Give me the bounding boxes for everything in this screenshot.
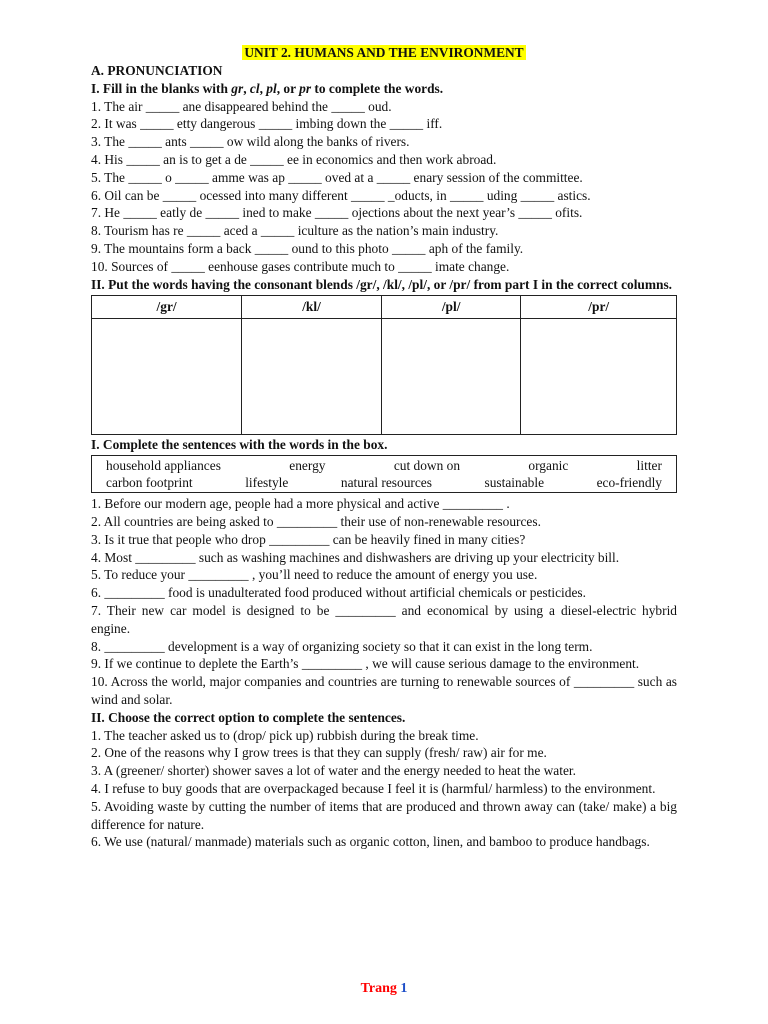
- choose-item: 5. Avoiding waste by cutting the number of items that are produced and thrown away can (take/ make) a big difference for nature.: [91, 798, 677, 832]
- part1-item: 6. Oil can be _____ ocessed into many different _____ _oducts, in _____ uding _____ astics.: [91, 187, 591, 203]
- answer-cell-kl[interactable]: [242, 319, 382, 435]
- column-header-gr: /gr/: [92, 296, 242, 319]
- choose-item: 3. A (greener/ shorter) shower saves a lot of water and the energy needed to heat the water.: [91, 763, 576, 779]
- part1-item: 1. The air _____ ane disappeared behind the _____ oud.: [91, 98, 392, 114]
- part1-item: 2. It was _____ etty dangerous _____ imbing down the _____ iff.: [91, 116, 443, 132]
- word-item: litter: [636, 458, 662, 474]
- word-item: energy: [289, 458, 326, 474]
- word-box-row: [106, 457, 662, 474]
- choose-item: 1. The teacher asked us to (drop/ pick up) rubbish during the break time.: [91, 727, 479, 743]
- vocab-item: 1. Before our modern age, people had a more physical and active _________ .: [91, 496, 510, 512]
- word-item: cut down on: [393, 458, 461, 474]
- answer-cell-pr[interactable]: [521, 319, 677, 435]
- section-heading-pronunciation: A. PRONUNCIATION: [91, 63, 223, 78]
- vocab-item: 3. Is it true that people who drop _________ can be heavily fined in many cities?: [91, 531, 526, 547]
- footer-label: Trang: [360, 981, 397, 996]
- part1-item: 3. The _____ ants _____ ow wild along the banks of rivers.: [91, 134, 410, 150]
- word-item: carbon footprint: [106, 475, 193, 491]
- unit-title: UNIT 2. HUMANS AND THE ENVIRONMENT: [244, 45, 524, 60]
- choose-item: 2. One of the reasons why I grow trees is that they can supply (fresh/ raw) air for me.: [91, 745, 547, 761]
- page-number: 1: [400, 981, 408, 996]
- part2-heading: II. Put the words having the consonant blends /gr/, /kl/, /pl/, or /pr/ from part I in the correct columns.: [91, 276, 673, 292]
- column-header-kl: /kl/: [242, 296, 382, 319]
- word-item: organic: [528, 458, 569, 474]
- answer-cell-gr[interactable]: [92, 319, 242, 435]
- part1-item: 9. The mountains form a back _____ ound to this photo _____ aph of the family.: [91, 240, 524, 256]
- choose-heading: II. Choose the correct option to complete the sentences.: [91, 709, 406, 725]
- part1-item: 8. Tourism has re _____ aced a _____ iculture as the nation’s main industry.: [91, 223, 499, 239]
- word-item: lifestyle: [245, 475, 289, 491]
- word-box-row: [106, 474, 662, 491]
- vocab-item: 9. If we continue to deplete the Earth’s _________ , we will cause serious damage to the environment.: [91, 656, 640, 672]
- part1-heading: I. Fill in the blanks with gr, cl, pl, or pr to complete the words.: [91, 80, 444, 96]
- part1-item: 10. Sources of _____ eenhouse gases contribute much to _____ imate change.: [91, 258, 510, 274]
- answer-cell-pl[interactable]: [381, 319, 521, 435]
- consonant-blend-table: [91, 295, 677, 435]
- vocab-item: 5. To reduce your _________ , you’ll need to reduce the amount of energy you use.: [91, 567, 538, 583]
- page-footer: [0, 981, 768, 997]
- vocab-item: 6. _________ food is unadulterated food produced without artificial chemicals or pesticides.: [91, 585, 586, 601]
- choose-item: 6. We use (natural/ manmade) materials such as organic cotton, linen, and bamboo to produce handbags.: [91, 834, 650, 850]
- part1-item: 5. The _____ o _____ amme was ap _____ oved at a _____ enary session of the committee.: [91, 169, 583, 185]
- part1-item: 7. He _____ eatly de _____ ined to make _____ ojections about the next year’s _____ ofits.: [91, 205, 583, 221]
- choose-item: 4. I refuse to buy goods that are overpackaged because I feel it is (harmful/ harmless) to the environment.: [91, 780, 656, 796]
- vocab-item: 7. Their new car model is designed to be _________ and economical by using a diesel-electric hybrid engine.: [91, 602, 677, 636]
- vocab-heading: I. Complete the sentences with the words in the box.: [91, 437, 388, 453]
- word-box: [91, 455, 677, 493]
- part1-item: 4. His _____ an is to get a de _____ ee in economics and then work abroad.: [91, 151, 497, 167]
- word-item: sustainable: [484, 475, 545, 491]
- worksheet: [91, 44, 677, 851]
- vocab-item: 2. All countries are being asked to _________ their use of non-renewable resources.: [91, 513, 541, 529]
- word-item: eco-friendly: [596, 475, 662, 491]
- word-item: natural resources: [340, 475, 432, 491]
- word-item: household appliances: [106, 458, 221, 474]
- column-header-pr: /pr/: [521, 296, 677, 319]
- vocab-item: 8. _________ development is a way of organizing society so that it can exist in the long term.: [91, 638, 593, 654]
- vocab-item: 10. Across the world, major companies and countries are turning to renewable sources of _________ such as wind and solar.: [91, 674, 677, 707]
- column-header-pl: /pl/: [381, 296, 521, 319]
- vocab-item: 4. Most _________ such as washing machines and dishwashers are driving up your electricity bill.: [91, 549, 620, 565]
